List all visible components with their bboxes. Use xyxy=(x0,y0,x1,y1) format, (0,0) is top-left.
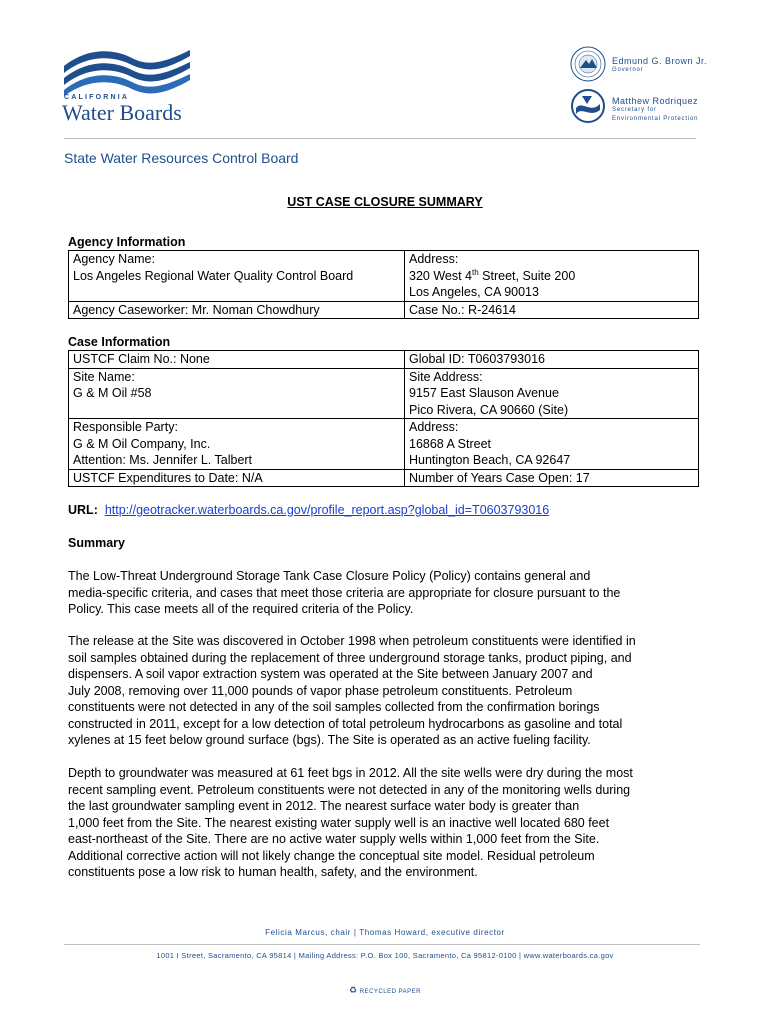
agency-address-line2: Los Angeles, CA 90013 xyxy=(409,285,539,299)
rp-address-line1: 16868 A Street xyxy=(409,436,492,451)
geotracker-link[interactable]: http://geotracker.waterboards.ca.gov/profile_report.asp?global_id=T0603793016 xyxy=(104,503,550,517)
case-info-heading: Case Information xyxy=(68,335,171,349)
calepa-logo-icon xyxy=(570,88,606,124)
paragraph-line: The release at the Site was discovered in October 1998 when petroleum constituents were identified in xyxy=(68,634,636,648)
secretary-name: Matthew Rodriquez xyxy=(612,96,699,106)
document-title: UST CASE CLOSURE SUMMARY xyxy=(287,195,483,209)
paragraph-line: xylenes at 15 feet below ground surface (bgs). The Site is operated as an active fueling facility. xyxy=(68,733,591,747)
site-address-line2: Pico Rivera, CA 90660 (Site) xyxy=(409,402,569,417)
url-label: URL: xyxy=(68,503,98,517)
claim-no: USTCF Claim No.: None xyxy=(69,351,405,369)
paragraph-line: media-specific criteria, and cases that meet those criteria are appropriate for closure pursuant to the xyxy=(68,585,621,600)
governor-title: Governor xyxy=(612,67,644,73)
paragraph-line: constituents were not detected in any of the soil samples collected from the confirmation borings xyxy=(68,700,600,714)
years-open: Number of Years Case Open: 17 xyxy=(405,469,699,487)
agency-address-label: Address: xyxy=(409,252,459,266)
rp-name: G & M Oil Company, Inc. xyxy=(73,436,211,451)
logo-state-text: CALIFORNIA xyxy=(64,94,130,101)
url-line xyxy=(68,503,549,517)
summary-paragraph-3 xyxy=(68,765,704,881)
agency-address-line1: 320 West 4th Street, Suite 200 xyxy=(409,267,576,283)
site-name-label: Site Name: xyxy=(73,369,135,384)
expenditures: USTCF Expenditures to Date: N/A xyxy=(69,469,405,487)
logo-name-text: Water Boards xyxy=(62,100,182,125)
site-name-cell xyxy=(69,368,405,419)
paragraph-line: Additional corrective action will not likely change the conceptual site model. Residual petroleum xyxy=(68,848,595,863)
paragraph-line: The Low-Threat Underground Storage Tank Case Closure Policy (Policy) contains general and xyxy=(68,569,591,583)
paragraph-line: Depth to groundwater was measured at 61 feet bgs in 2012. All the site wells were dry during the most xyxy=(68,766,633,780)
summary-heading: Summary xyxy=(68,536,125,550)
site-address-label: Site Address: xyxy=(409,369,483,384)
header-divider xyxy=(64,138,696,139)
summary-paragraph-1 xyxy=(68,568,704,618)
paragraph-line: soil samples obtained during the replacement of three underground storage tanks, product piping, and xyxy=(68,650,632,665)
rp-attention: Attention: Ms. Jennifer L. Talbert xyxy=(73,453,253,467)
secretary-block xyxy=(612,97,698,124)
rp-label: Responsible Party: xyxy=(73,420,178,434)
recycled-paper xyxy=(0,985,770,996)
agency-name-label: Agency Name: xyxy=(73,252,155,266)
paragraph-line: recent sampling event. Petroleum constituents were not detected in any of the monitoring wells during xyxy=(68,782,631,797)
paragraph-line: the last groundwater sampling event in 2012. The nearest surface water body is greater than xyxy=(68,799,580,813)
board-name: State Water Resources Control Board xyxy=(64,150,299,166)
paragraph-line: constructed in 2011, except for a low detection of total petroleum hydrocarbons as gasoline and total xyxy=(68,716,623,731)
state-seal-icon xyxy=(570,46,606,82)
waves-icon xyxy=(62,46,192,96)
secretary-title-line1: Secretary for xyxy=(612,107,657,113)
paragraph-line: 1,000 feet from the Site. The nearest existing water supply well is an inactive well located 680 feet xyxy=(68,815,610,830)
paragraph-line: dispensers. A soil vapor extraction system was operated at the Site between January 2007 and xyxy=(68,667,593,681)
site-address-line1: 9157 East Slauson Avenue xyxy=(409,386,559,400)
agency-name-value: Los Angeles Regional Water Quality Control Board xyxy=(73,268,354,283)
site-name: G & M Oil #58 xyxy=(73,386,152,400)
recycle-icon: ♻ xyxy=(349,985,358,995)
recycled-text: RECYCLED PAPER xyxy=(359,989,421,995)
footer-address: 1001 I Street, Sacramento, CA 95814 | Mailing Address: P.O. Box 100, Sacramento, Ca 95812-0100 | www.waterboards.ca.gov xyxy=(156,951,614,960)
rp-address-cell xyxy=(405,419,699,470)
water-boards-logo xyxy=(62,46,192,128)
agency-info-table xyxy=(68,250,699,319)
governor-block xyxy=(612,57,707,75)
paragraph-line: constituents pose a low risk to human health, safety, and the environment. xyxy=(68,865,478,879)
agency-case-no: Case No.: R-24614 xyxy=(405,301,699,319)
site-address-cell xyxy=(405,368,699,419)
agency-name-cell xyxy=(69,251,405,302)
secretary-title-line2: Environmental Protection xyxy=(612,116,699,122)
rp-address-line2: Huntington Beach, CA 92647 xyxy=(409,453,571,467)
case-info-table xyxy=(68,350,699,487)
footer-names: Felicia Marcus, chair | Thomas Howard, executive director xyxy=(265,928,505,937)
agency-info-heading: Agency Information xyxy=(68,235,186,249)
governor-name: Edmund G. Brown Jr. xyxy=(612,56,708,66)
rp-address-label: Address: xyxy=(409,420,459,434)
summary-paragraph-2 xyxy=(68,633,704,749)
agency-caseworker: Agency Caseworker: Mr. Noman Chowdhury xyxy=(69,301,405,319)
agency-address-cell xyxy=(405,251,699,302)
global-id: Global ID: T0603793016 xyxy=(405,351,699,369)
paragraph-line: Policy. This case meets all of the required criteria of the Policy. xyxy=(68,602,414,616)
paragraph-line: east-northeast of the Site. There are no active water supply wells within 1,000 feet from the Site. xyxy=(68,832,600,846)
paragraph-line: July 2008, removing over 11,000 pounds of vapor phase petroleum constituents. Petroleum xyxy=(68,683,573,698)
responsible-party-cell xyxy=(69,419,405,470)
footer-divider xyxy=(64,944,700,945)
